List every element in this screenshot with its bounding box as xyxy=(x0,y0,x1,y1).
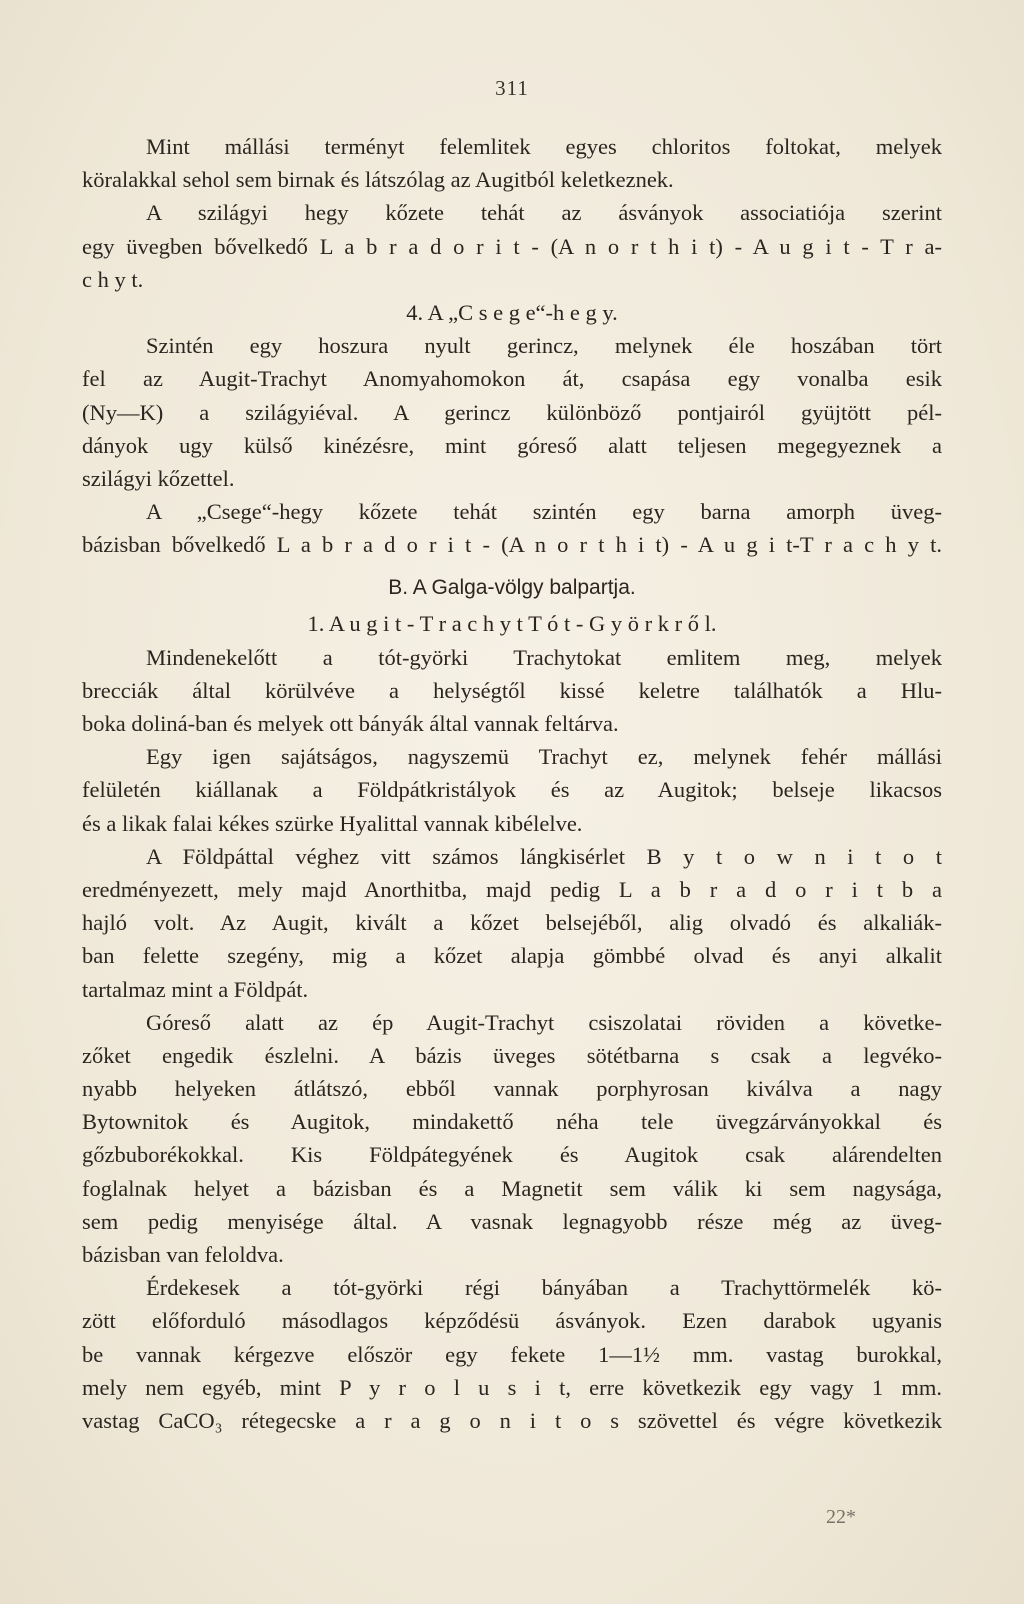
section-heading: B. A Galga-völgy balpartja. xyxy=(388,576,636,600)
body-text xyxy=(82,130,942,1437)
text-line: gőzbuborékokkal. Kis Földpátegyének és Augitok csak alárendelten xyxy=(82,1142,942,1168)
text-line: vastag CaCO₃ rétegecske a r a g o n i t o s szövettel és végre következik xyxy=(82,1407,942,1433)
subsection-heading: 1. A u g i t - T r a c h y t T ó t - G y ö r k r ő l. xyxy=(307,611,717,637)
text-line: c h y t. xyxy=(82,266,144,292)
text-line: A „Csege“-hegy kőzete tehát szintén egy barna amorph üveg- xyxy=(146,499,942,525)
text-line: Bytownitok és Augitok, mindakettő néha tele üvegzárványokkal és xyxy=(82,1109,942,1135)
text-line: köralakkal sehol sem birnak és látszólag az Augitból keletkeznek. xyxy=(82,167,674,193)
text-line: sem pedig menyisége által. A vasnak legnagyobb része még az üveg- xyxy=(82,1208,942,1234)
text-line: boka doliná-ban és melyek ott bányák által vannak feltárva. xyxy=(82,711,619,736)
text-line: brecciák által körülvéve a helységtől kissé keletre találhatók a Hlu- xyxy=(82,677,942,703)
text-line: bázisban van feloldva. xyxy=(82,1242,284,1267)
text-line: (Ny—K) a szilágyiéval. A gerincz különböző pontjairól gyüjtött pél- xyxy=(82,399,942,425)
text-line: Egy igen sajátságos, nagyszemü Trachyt ez, melynek fehér mállási xyxy=(146,744,942,770)
text-line: foglalnak helyet a bázisban és a Magnetit sem válik ki sem nagysága, xyxy=(82,1175,942,1201)
text-line: Mindenekelőtt a tót-györki Trachytokat emlitem meg, melyek xyxy=(146,644,942,670)
text-line: Érdekesek a tót-györki régi bányában a Trachyttörmelék kö- xyxy=(146,1275,942,1301)
text-line: dányok ugy külső kinézésre, mint góreső alatt teljesen megegyeznek a xyxy=(82,432,942,458)
text-line: zött előforduló másodlagos képződésü ásványok. Ezen darabok ugyanis xyxy=(82,1308,942,1334)
text-line: hajló volt. Az Augit, kivált a kőzet belsejéből, alig olvadó és alkaliák- xyxy=(82,910,942,936)
text-line: Szintén egy hoszura nyult gerincz, melynek éle hoszában tört xyxy=(146,333,942,359)
text-line: felületén kiállanak a Földpátkristályok és az Augitok; belseje likacsos xyxy=(82,777,942,803)
text-line: zőket engedik észlelni. A bázis üveges sötétbarna s csak a legvéko- xyxy=(82,1042,942,1068)
text-line: Mint mállási terményt felemlitek egyes chloritos foltokat, melyek xyxy=(146,134,942,159)
page-number: 311 xyxy=(495,76,529,100)
text-line: nyabb helyeken átlátszó, ebből vannak porphyrosan kiválva a nagy xyxy=(82,1076,942,1102)
text-line: eredményezett, mely majd Anorthitba, majd pedig L a b r a d o r i t b a xyxy=(82,876,942,902)
text-line: ban felette szegény, mig a kőzet alapja gömbbé olvad és anyi alkalit xyxy=(82,943,942,969)
signature-mark: 22* xyxy=(826,1506,856,1528)
text-line: tartalmaz mint a Földpát. xyxy=(82,976,309,1002)
text-line: A szilágyi hegy kőzete tehát az ásványok associatiója szerint xyxy=(146,200,942,226)
text-line: és a likak falai kékes szürke Hyalittal vannak kibélelve. xyxy=(82,810,583,836)
text-line: szilágyi kőzettel. xyxy=(82,465,235,491)
text-line: fel az Augit-Trachyt Anomyahomokon át, csapása egy vonalba esik xyxy=(82,366,942,392)
text-line: be vannak kérgezve először egy fekete 1—1½ mm. vastag burokkal, xyxy=(82,1341,942,1367)
text-line: egy üvegben bővelkedő L a b r a d o r i t - (A n o r t h i t) - A u g i t - T r a- xyxy=(82,233,942,259)
text-line: Góreső alatt az ép Augit-Trachyt csiszolatai röviden a követke- xyxy=(146,1009,942,1035)
text-line: mely nem egyéb, mint P y r o l u s i t, erre következik egy vagy 1 mm. xyxy=(82,1374,942,1400)
text-line: A Földpáttal véghez vitt számos lángkisérlet B y t o w n i t o t xyxy=(146,843,942,869)
text-line: bázisban bővelkedő L a b r a d o r i t - (A n o r t h i t) - A u g i t-T r a c h y t. xyxy=(82,532,942,558)
subsection-heading: 4. A „C s e g e“-h e g y. xyxy=(406,299,618,325)
